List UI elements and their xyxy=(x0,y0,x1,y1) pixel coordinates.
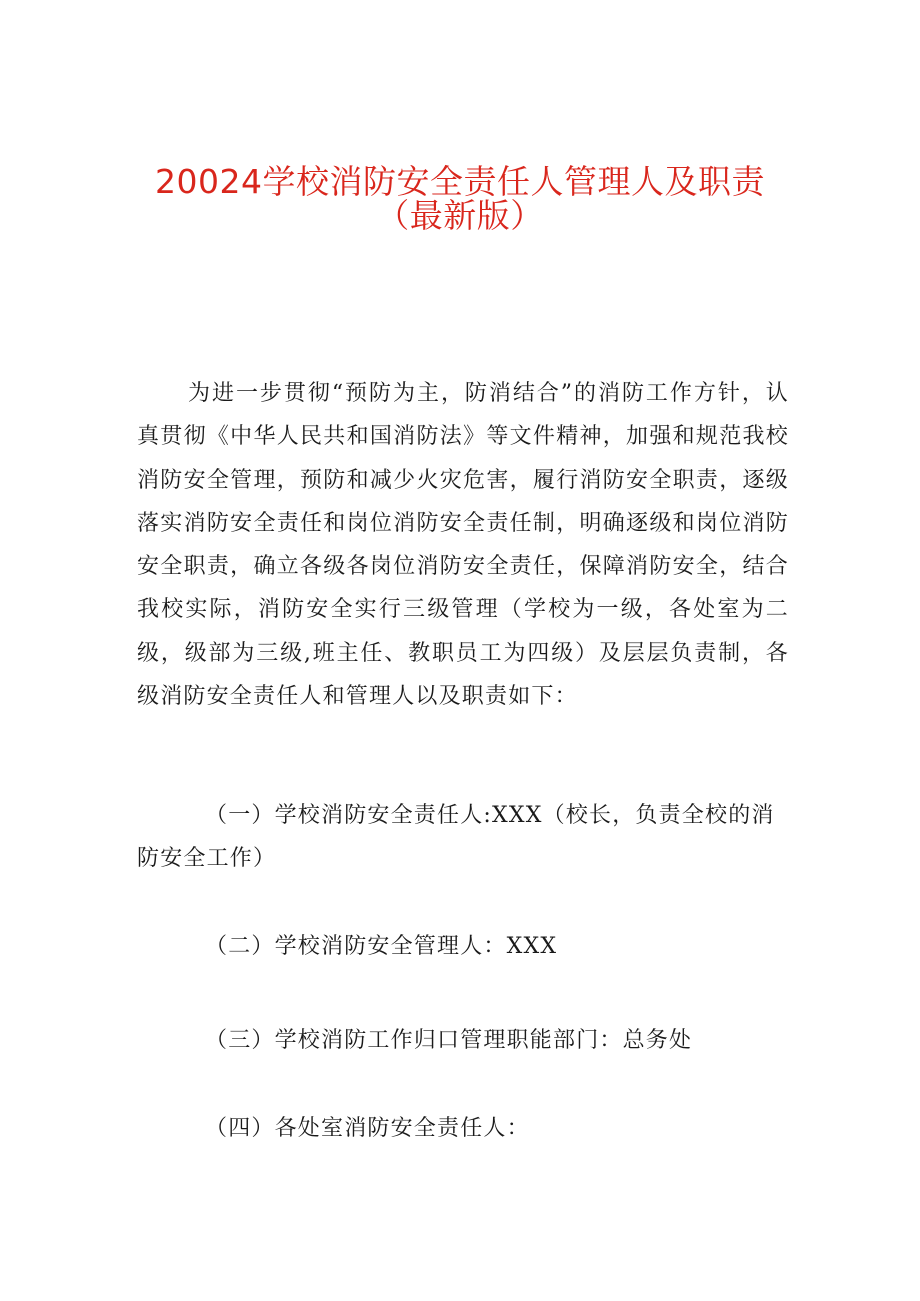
intro-paragraph: 为进一步贯彻“预防为主，防消结合”的消防工作方针，认真贯彻《中华人民共和国消防法》等文件精神，加强和规范我校消防安全管理，预防和减少火灾危害，履行消防安全职责，逐级落实消防安全责任和岗位消防安全责任制，明确逐级和岗位消防安全职责，确立各级各岗位消防安全责任，保障消防安全，结合我校实际，消防安全实行三级管理（学校为一级，各处室为二级，级部为三级,班主任、教职员工为四级）及层层负责制，各级消防安全责任人和管理人以及职责如下： xyxy=(137,381,789,710)
list-item: （二）学校消防安全管理人：XXX xyxy=(205,934,558,959)
list-item: （三）学校消防工作归口管理职能部门：总务处 xyxy=(205,1028,693,1053)
document-subtitle: （最新版） xyxy=(376,196,544,235)
list-item: （一）学校消防安全责任人:XXX（校长，负责全校的消防安全工作） xyxy=(137,803,775,872)
list-item: （四）各处室消防安全责任人： xyxy=(205,1116,530,1141)
document-title: 20024学校消防安全责任人管理人及职责 xyxy=(155,162,765,201)
